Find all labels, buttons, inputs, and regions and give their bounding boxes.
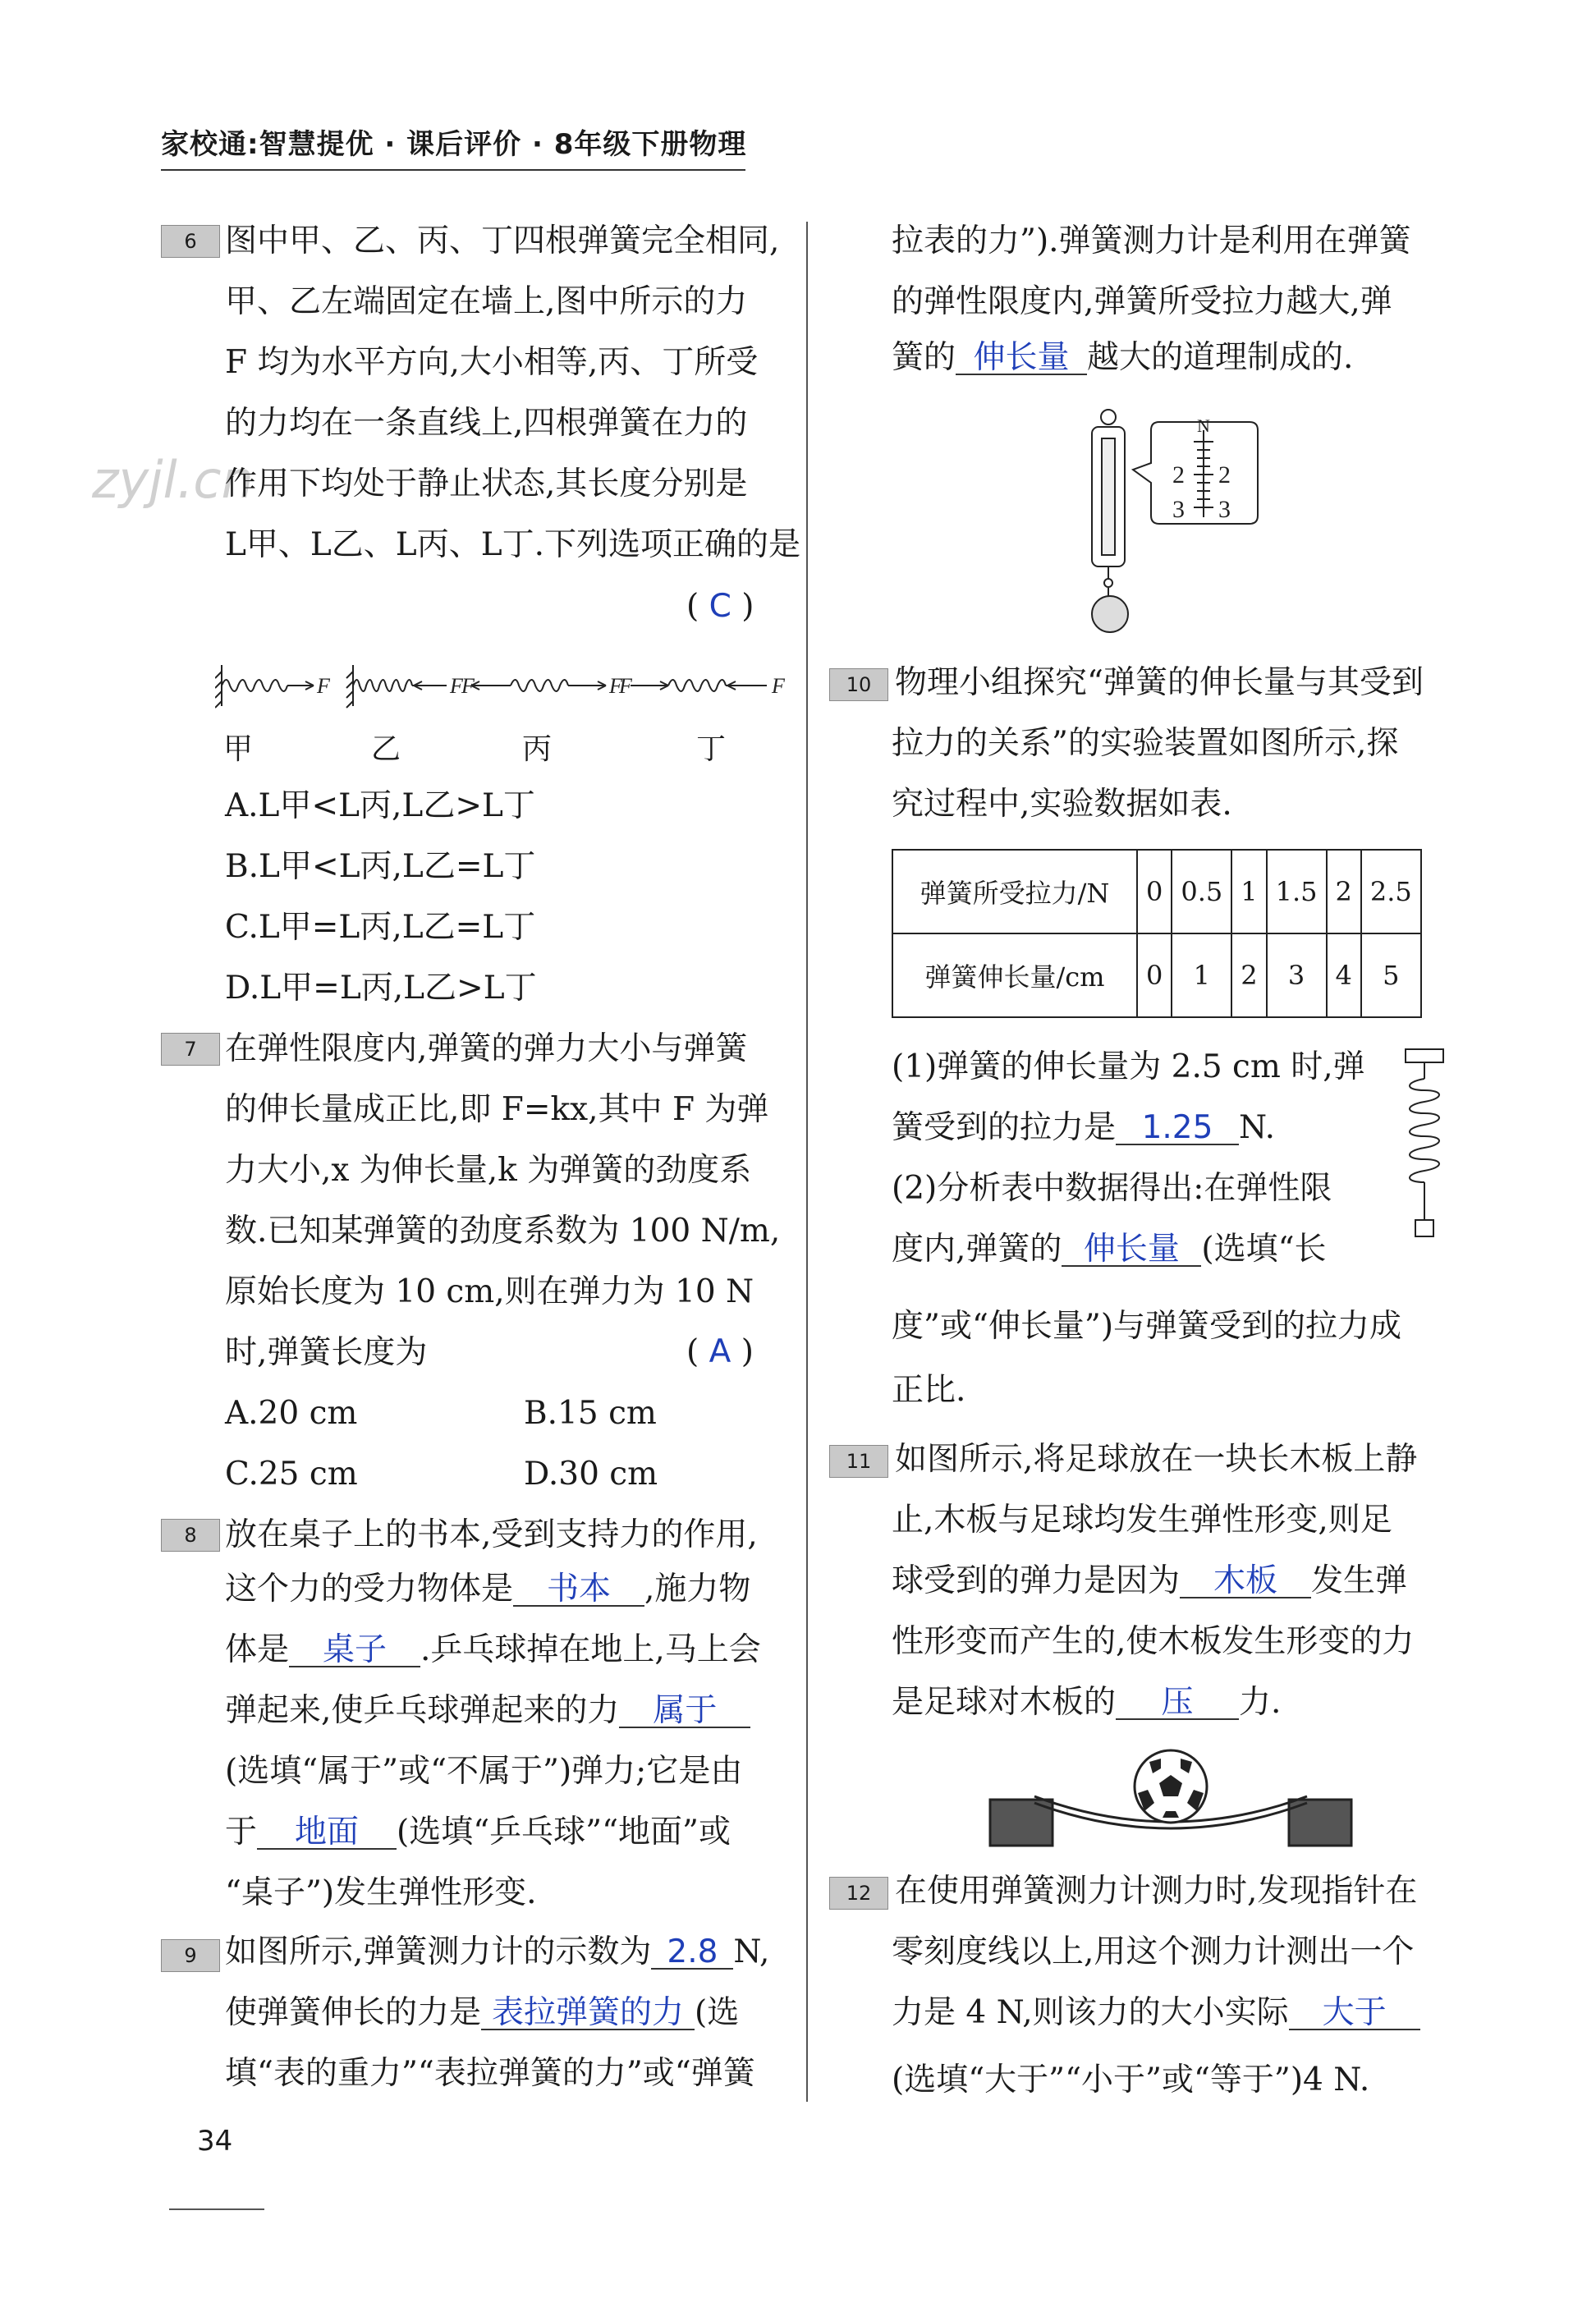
scale-mark-3-right: 3 xyxy=(1218,496,1231,523)
q10-sub2-line-4: 正比. xyxy=(892,1372,966,1409)
force-label-4: F xyxy=(609,674,622,698)
q11-line-5: 是足球对木板的 压 力. xyxy=(892,1684,1282,1721)
q11-line-3: 球受到的弹力是因为 木板 发生弹 xyxy=(892,1562,1408,1599)
q12-blank-1: 大于 xyxy=(1289,1997,1420,2030)
question-number-11: 11 xyxy=(829,1445,888,1478)
data-table xyxy=(892,849,1422,1018)
header-rule xyxy=(161,169,745,171)
q10-sub1-line-1: (1)弹簧的伸长量为 2.5 cm 时,弹 xyxy=(892,1048,1365,1085)
q7-line-5: 原始长度为 10 cm,则在弹力为 10 N xyxy=(225,1273,754,1310)
q9-line-3: 填“表的重力”“表拉弹簧的力”或“弹簧 xyxy=(225,2055,755,2092)
q8-line-1: 放在桌子上的书本,受到支持力的作用, xyxy=(225,1516,758,1553)
q6-option-d: D.L甲=L丙,L乙>L丁 xyxy=(225,970,537,1007)
q6-answer: C xyxy=(709,588,732,625)
q10-line-1: 物理小组探究“弹簧的伸长量与其受到 xyxy=(895,664,1424,701)
q8-line-6: 于 地面 (选填“乒乓球”“地面”或 xyxy=(225,1814,731,1851)
spring-label-ding: 丁 xyxy=(696,732,727,766)
page-number: 34 xyxy=(197,2125,233,2158)
question-number-7: 7 xyxy=(161,1033,220,1066)
q8-line-2: 这个力的受力物体是 书本 ,施力物 xyxy=(225,1571,751,1608)
table-cell: 0 xyxy=(1137,933,1172,1017)
column-divider xyxy=(806,222,808,2102)
q8-blank-2: 桌子 xyxy=(289,1635,420,1667)
q7-answer: A xyxy=(709,1333,732,1370)
table-row-extension xyxy=(892,933,1421,1017)
page-header: 家校通:智慧提优 · 课后评价 · 8年级下册物理 xyxy=(161,128,747,161)
q11-line-2: 止,木板与足球均发生弹性形变,则足 xyxy=(892,1502,1392,1539)
table-cell: 2 xyxy=(1231,933,1266,1017)
q12-line-3: 力是 4 N,则该力的大小实际 大于 xyxy=(892,1993,1420,2033)
q7-option-a: A.20 cm xyxy=(225,1395,358,1432)
q10-sub2-line-2: 度内,弹簧的 伸长量 (选填“长 xyxy=(892,1231,1327,1268)
q9-line-6: 簧的 伸长量 越大的道理制成的. xyxy=(892,339,1354,376)
scale-unit-label: N xyxy=(1197,415,1210,436)
q6-line-2: 甲、乙左端固定在墙上,图中所示的力 xyxy=(225,283,748,320)
q11-blank-1: 木板 xyxy=(1180,1566,1311,1598)
q7-line-2: 的伸长量成正比,即 F=kx,其中 F 为弹 xyxy=(225,1091,769,1128)
table-row-force xyxy=(892,850,1421,933)
q8-line-4: 弹起来,使乒乓球弹起来的力 属于 xyxy=(225,1691,750,1731)
q7-option-c: C.25 cm xyxy=(225,1456,358,1493)
question-number-9: 9 xyxy=(161,1939,220,1972)
question-number-10: 10 xyxy=(829,668,888,701)
table-header-extension: 弹簧伸长量/cm xyxy=(892,933,1137,1017)
q11-line-1: 如图所示,将足球放在一块长木板上静 xyxy=(895,1441,1418,1478)
q6-answer-paren: ( C ) xyxy=(686,588,754,625)
q8-blank-1: 书本 xyxy=(513,1574,644,1607)
question-number-12: 12 xyxy=(829,1877,888,1910)
q7-line-6: 时,弹簧长度为 xyxy=(225,1334,428,1371)
q12-line-4: (选填“大于”“小于”或“等于”)4 N. xyxy=(892,2062,1370,2098)
q7-answer-paren: ( A ) xyxy=(686,1333,754,1370)
force-label-2: F xyxy=(450,674,463,698)
q6-line-4: 的力均在一条直线上,四根弹簧在力的 xyxy=(225,405,748,442)
q6-line-6: L甲、L乙、L丙、L丁.下列选项正确的是 xyxy=(225,526,800,563)
q6-line-3: F 均为水平方向,大小相等,丙、丁所受 xyxy=(225,344,759,381)
spring-label-yi: 乙 xyxy=(371,732,401,766)
q9-line-2: 使弹簧伸长的力是 表拉弹簧的力 (选 xyxy=(225,1994,740,2031)
hanging-spring-figure xyxy=(1396,1048,1453,1250)
q9-line-5: 的弹性限度内,弹簧所受拉力越大,弹 xyxy=(892,283,1392,320)
q6-option-c: C.L甲=L丙,L乙=L丁 xyxy=(225,909,536,946)
football-board-figure xyxy=(985,1745,1363,1852)
force-label-3: F xyxy=(461,674,475,698)
q8-line-7: “桌子”)发生弹性形变. xyxy=(225,1874,537,1911)
q7-line-1: 在弹性限度内,弹簧的弹力大小与弹簧 xyxy=(225,1030,748,1067)
q10-sub2-line-3: 度”或“伸长量”)与弹簧受到的拉力成 xyxy=(892,1308,1402,1345)
q12-line-1: 在使用弹簧测力计测力时,发现指针在 xyxy=(895,1873,1418,1910)
q8-blank-3: 属于 xyxy=(619,1695,750,1728)
question-number-8: 8 xyxy=(161,1519,220,1552)
table-cell: 5 xyxy=(1361,933,1421,1017)
table-cell: 1.5 xyxy=(1267,850,1327,933)
spring-label-jia: 甲 xyxy=(223,732,254,766)
force-label-6: F xyxy=(772,674,785,698)
q8-line-3: 体是 桌子 .乒乓球掉在地上,马上会 xyxy=(225,1631,761,1668)
q10-line-3: 究过程中,实验数据如表. xyxy=(892,786,1232,823)
springs-diagram xyxy=(215,657,796,714)
table-cell: 3 xyxy=(1267,933,1327,1017)
q8-line-5: (选填“属于”或“不属于”)弹力;它是由 xyxy=(225,1753,743,1790)
q6-option-a: A.L甲<L丙,L乙>L丁 xyxy=(225,787,535,824)
table-cell: 2 xyxy=(1327,850,1361,933)
page-number-rule xyxy=(169,2208,264,2210)
q11-blank-2: 压 xyxy=(1116,1687,1239,1720)
q9-line-1: 如图所示,弹簧测力计的示数为 2.8 N, xyxy=(225,1933,770,1970)
q9-blank-1: 2.8 xyxy=(651,1937,733,1970)
table-cell: 0 xyxy=(1137,850,1172,933)
q10-blank-2: 伸长量 xyxy=(1062,1234,1201,1267)
scale-mark-2-left: 2 xyxy=(1172,461,1185,488)
table-cell: 0.5 xyxy=(1172,850,1231,933)
q7-option-b: B.15 cm xyxy=(524,1395,657,1432)
table-cell: 1 xyxy=(1231,850,1266,933)
q9-blank-3: 伸长量 xyxy=(956,342,1087,375)
scale-mark-3-left: 3 xyxy=(1172,496,1185,523)
q10-sub1-line-2: 簧受到的拉力是 1.25 N. xyxy=(892,1109,1276,1146)
q7-line-3: 力大小,x 为伸长量,k 为弹簧的劲度系 xyxy=(225,1152,752,1189)
spring-scale-figure xyxy=(1067,406,1264,644)
q6-line-5: 作用下均处于静止状态,其长度分别是 xyxy=(225,466,748,502)
question-number-6: 6 xyxy=(161,225,220,258)
q9-blank-2: 表拉弹簧的力 xyxy=(481,1997,695,2030)
table-cell: 4 xyxy=(1327,933,1361,1017)
q6-line-1: 图中甲、乙、丙、丁四根弹簧完全相同, xyxy=(225,222,780,259)
q6-option-b: B.L甲<L丙,L乙=L丁 xyxy=(225,848,536,885)
q9-line-4: 拉表的力”).弹簧测力计是利用在弹簧 xyxy=(892,222,1411,259)
q10-sub2-line-1: (2)分析表中数据得出:在弹性限 xyxy=(892,1170,1332,1207)
q10-line-2: 拉力的关系”的实验装置如图所示,探 xyxy=(892,725,1399,762)
table-cell: 2.5 xyxy=(1361,850,1421,933)
table-header-force: 弹簧所受拉力/N xyxy=(892,850,1137,933)
table-cell: 1 xyxy=(1172,933,1231,1017)
scale-mark-2-right: 2 xyxy=(1218,461,1231,488)
q11-line-4: 性形变而产生的,使木板发生形变的力 xyxy=(892,1623,1415,1660)
force-label-5: F xyxy=(619,674,632,698)
q12-line-2: 零刻度线以上,用这个测力计测出一个 xyxy=(892,1933,1415,1970)
q7-line-4: 数.已知某弹簧的劲度系数为 100 N/m, xyxy=(225,1213,781,1250)
force-label-1: F xyxy=(317,674,330,698)
q8-blank-4: 地面 xyxy=(257,1817,397,1850)
spring-label-bing: 丙 xyxy=(522,732,553,766)
q10-blank-1: 1.25 xyxy=(1116,1112,1239,1145)
watermark: zyjl.cn xyxy=(92,450,254,510)
q7-option-d: D.30 cm xyxy=(524,1456,658,1493)
